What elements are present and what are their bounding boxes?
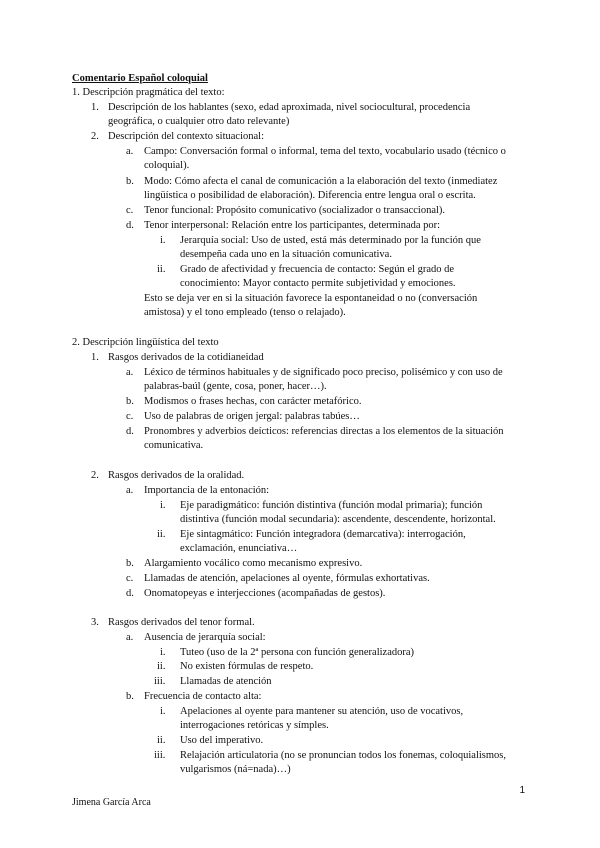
list-item-text: Llamadas de atención xyxy=(180,676,272,687)
section-1-heading: 1. Descripción pragmática del texto: xyxy=(72,87,225,98)
list-item-text: No existen fórmulas de respeto. xyxy=(180,661,314,672)
list-marker: 1. xyxy=(91,352,99,363)
list-item-text: lingüística o posibilidad de elaboración). Diferencia entre lengua oral o escrita. xyxy=(144,190,476,201)
list-item-text: Campo: Conversación formal o informal, tema del texto, vocabulario usado (técnico o xyxy=(144,146,506,157)
list-marker: a. xyxy=(126,632,134,643)
list-marker: b. xyxy=(126,691,134,702)
list-marker: 1. xyxy=(91,102,99,113)
list-marker: ii. xyxy=(157,264,166,275)
list-item-text: geográfica, o cualquier otro dato relevante) xyxy=(108,116,290,127)
list-item-text: Léxico de términos habituales y de significado poco preciso, polisémico y con uso de xyxy=(144,367,503,378)
list-marker: c. xyxy=(126,573,134,584)
list-item-text: Ausencia de jerarquía social: xyxy=(144,632,266,643)
footer-author: Jimena García Arca xyxy=(72,797,151,808)
list-item-text: Alargamiento vocálico como mecanismo expresivo. xyxy=(144,558,363,569)
list-item-text: interrogaciones retóricas y símples. xyxy=(180,720,329,731)
list-marker: i. xyxy=(160,706,166,717)
list-item-text: Tenor funcional: Propósito comunicativo (socializador o transaccional). xyxy=(144,205,446,216)
list-item-text: desempeña cada uno en la situación comunicativa. xyxy=(180,249,392,260)
list-marker: i. xyxy=(160,647,166,658)
list-item-text: coloquial). xyxy=(144,160,190,171)
list-marker: d. xyxy=(126,588,134,599)
list-item-text: Rasgos derivados de la cotidianeidad xyxy=(108,352,264,363)
list-item-text: conocimiento: Mayor contacto permite subjetividad y emociones. xyxy=(180,278,456,289)
list-marker: b. xyxy=(126,176,134,187)
list-marker: i. xyxy=(160,500,166,511)
list-marker: ii. xyxy=(157,735,166,746)
list-marker: c. xyxy=(126,411,134,422)
list-item-text: Modismos o frases hechas, con carácter metafórico. xyxy=(144,396,362,407)
list-item-text: Modo: Cómo afecta el canal de comunicación a la elaboración del texto (inmediatez xyxy=(144,176,498,187)
list-item-text: Grado de afectividad y frecuencia de contacto: Según el grado de xyxy=(180,264,455,275)
list-marker: 3. xyxy=(91,617,99,628)
page-number: 1 xyxy=(519,785,525,796)
list-item-text: Eje sintagmático: Función integradora (demarcativa): interrogación, xyxy=(180,529,466,540)
list-item-text: Uso del imperativo. xyxy=(180,735,264,746)
list-item-text: Apelaciones al oyente para mantener su atención, uso de vocativos, xyxy=(180,706,464,717)
list-item-text: Tenor interpersonal: Relación entre los participantes, determinada por: xyxy=(144,220,441,231)
list-item-text: distintiva (función modal secundaria): ascendente, descendente, horizontal. xyxy=(180,514,496,525)
list-item-text: Llamadas de atención, apelaciones al oyente, fórmulas exhortativas. xyxy=(144,573,430,584)
list-marker: a. xyxy=(126,146,134,157)
list-item-text: Rasgos derivados del tenor formal. xyxy=(108,617,255,628)
note-text: amistosa) y el tono empleado (tenso o relajado). xyxy=(144,307,346,318)
list-item-text: Jerarquía social: Uso de usted, está más determinado por la función que xyxy=(180,235,481,246)
list-marker: iii. xyxy=(154,676,166,687)
list-item-text: Descripción del contexto situacional: xyxy=(108,131,264,142)
list-marker: 2. xyxy=(91,131,99,142)
list-marker: d. xyxy=(126,426,134,437)
list-marker: iii. xyxy=(154,750,166,761)
list-item-text: comunicativa. xyxy=(144,440,204,451)
document-title: Comentario Español coloquial xyxy=(72,73,208,84)
list-item-text: Tuteo (uso de la 2ª persona con función generalizadora) xyxy=(180,647,415,658)
note-text: Esto se deja ver en si la situación favorece la espontaneidad o no (conversación xyxy=(144,293,478,304)
list-item-text: Importancia de la entonación: xyxy=(144,485,270,496)
list-marker: i. xyxy=(160,235,166,246)
list-marker: ii. xyxy=(157,661,166,672)
list-item-text: exclamación, enunciativa… xyxy=(180,543,298,554)
list-item-text: Relajación articulatoria (no se pronuncian todos los fonemas, coloquialismos, xyxy=(180,750,507,761)
list-marker: a. xyxy=(126,485,134,496)
list-item-text: palabras-baúl (gente, cosa, poner, hacer…). xyxy=(144,381,327,392)
list-item-text: Pronombres y adverbios deícticos: referencias directas a los elementos de la situación xyxy=(144,426,504,437)
list-marker: d. xyxy=(126,220,134,231)
list-marker: a. xyxy=(126,367,134,378)
list-marker: b. xyxy=(126,396,134,407)
list-item-text: Rasgos derivados de la oralidad. xyxy=(108,470,245,481)
list-item-text: Uso de palabras de origen jergal: palabras tabúes… xyxy=(144,411,360,422)
list-item-text: Eje paradigmático: función distintiva (función modal primaria); función xyxy=(180,500,483,511)
list-marker: b. xyxy=(126,558,134,569)
list-item-text: Frecuencia de contacto alta: xyxy=(144,691,262,702)
list-marker: c. xyxy=(126,205,134,216)
list-marker: 2. xyxy=(91,470,99,481)
section-2-heading: 2. Descripción lingüística del texto xyxy=(72,337,219,348)
list-item-text: Onomatopeyas e interjecciones (acompañadas de gestos). xyxy=(144,588,386,599)
list-item-text: vulgarismos (ná=nada)…) xyxy=(180,764,291,775)
list-marker: ii. xyxy=(157,529,166,540)
list-item-text: Descripción de los hablantes (sexo, edad aproximada, nivel sociocultural, procedencia xyxy=(108,102,471,113)
